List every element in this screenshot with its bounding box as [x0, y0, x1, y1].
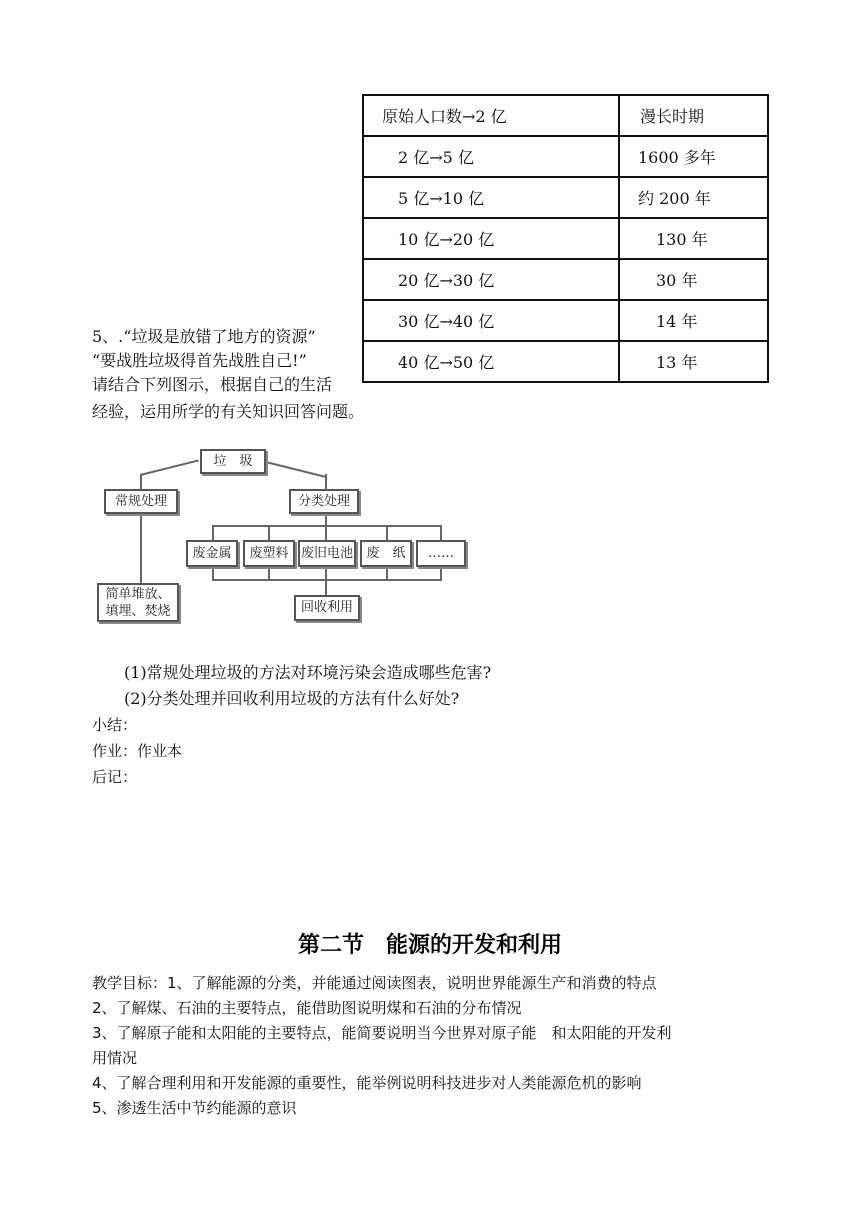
connector-line: [268, 566, 270, 580]
section-title: 第二节 能源的开发和利用: [297, 933, 562, 958]
connector-line: [386, 566, 388, 580]
objective-line: 用情况: [92, 1049, 138, 1067]
range-text: 30 亿→40 亿: [398, 312, 495, 331]
table-row: [363, 218, 768, 259]
connector-line: [212, 579, 442, 581]
range-text: 原始人口数→2 亿: [382, 107, 507, 126]
period-cell: [619, 300, 768, 341]
period-text: 约 200 年: [638, 189, 711, 208]
table-row: [363, 341, 768, 382]
connector-line: [140, 459, 199, 475]
range-cell: [363, 95, 619, 136]
summary-label: 小结：: [92, 716, 138, 734]
connector-line: [266, 461, 326, 478]
connector-line: [140, 512, 142, 584]
connector-line: [325, 512, 327, 526]
connector-line: [140, 474, 142, 490]
period-text: 漫长时期: [640, 107, 705, 126]
table-row: [363, 136, 768, 177]
objective-line: 教学目标：1、了解能源的分类，并能通过阅读图表，说明世界能源生产和消费的特点: [92, 974, 657, 992]
period-text: 1600 多年: [638, 148, 716, 167]
table-row: [363, 95, 768, 136]
sub-question-2: (2)分类处理并回收利用垃圾的方法有什么好处?: [124, 689, 460, 708]
range-text: 20 亿→30 亿: [398, 271, 495, 290]
range-cell: [363, 177, 619, 218]
period-text: 14 年: [656, 312, 698, 331]
recycle-box: 回收利用: [294, 595, 360, 621]
objective-line: 2、了解煤、石油的主要特点，能借助图说明煤和石油的分布情况: [92, 999, 522, 1017]
period-text: 13 年: [656, 353, 698, 372]
connector-line: [212, 525, 214, 541]
connector-line: [212, 566, 214, 580]
connector-line: [325, 525, 327, 541]
population-table: [362, 94, 769, 383]
objective-line: 3、了解原子能和太阳能的主要特点，能简要说明当今世界对原子能 和太阳能的开发利: [92, 1024, 672, 1042]
question5-line4: 经验，运用所学的有关知识回答问题。: [92, 402, 365, 421]
period-cell: [619, 218, 768, 259]
connector-line: [440, 566, 442, 580]
connector-line: [268, 525, 270, 541]
garbage-root-box: 垃 圾: [200, 449, 266, 474]
classified-treatment-box: 分类处理: [289, 489, 359, 514]
range-cell: [363, 300, 619, 341]
connector-line: [325, 566, 327, 596]
table-row: [363, 259, 768, 300]
period-cell: [619, 95, 768, 136]
range-cell: [363, 259, 619, 300]
connector-line: [386, 525, 388, 541]
period-text: 130 年: [656, 230, 708, 249]
objective-line: 4、了解合理利用和开发能源的重要性，能举例说明科技进步对人类能源危机的影响: [92, 1074, 642, 1092]
range-text: 40 亿→50 亿: [398, 353, 495, 372]
homework-label: 作业：作业本: [92, 742, 183, 760]
range-cell: [363, 341, 619, 382]
period-cell: [619, 259, 768, 300]
category-box-metal: 废金属: [186, 540, 238, 567]
question5-line1: 5、.“垃圾是放错了地方的资源”: [92, 327, 316, 346]
range-cell: [363, 218, 619, 259]
connector-line: [440, 525, 442, 541]
question5-line2: “要战胜垃圾得首先战胜自己!”: [92, 351, 307, 370]
simple-disposal-box: 简单堆放、 填埋、焚烧: [97, 583, 179, 622]
category-box-battery: 废旧电池: [298, 540, 356, 567]
objective-line: 5、渗透生活中节约能源的意识: [92, 1099, 297, 1117]
postscript-label: 后记：: [92, 768, 138, 786]
table-row: [363, 177, 768, 218]
category-box-plastic: 废塑料: [243, 540, 295, 567]
range-text: 5 亿→10 亿: [398, 189, 485, 208]
connector-line: [325, 474, 327, 490]
table-row: [363, 300, 768, 341]
question5-line3: 请结合下列图示，根据自己的生活: [92, 375, 333, 394]
period-cell: [619, 341, 768, 382]
period-text: 30 年: [656, 271, 698, 290]
conventional-treatment-box: 常规处理: [104, 489, 178, 514]
sub-question-1: (1)常规处理垃圾的方法对环境污染会造成哪些危害?: [124, 663, 492, 682]
range-text: 10 亿→20 亿: [398, 230, 495, 249]
period-cell: [619, 177, 768, 218]
range-text: 2 亿→5 亿: [398, 148, 474, 167]
range-cell: [363, 136, 619, 177]
category-box-more: ……: [416, 540, 466, 567]
category-box-paper: 废 纸: [360, 540, 412, 567]
period-cell: [619, 136, 768, 177]
